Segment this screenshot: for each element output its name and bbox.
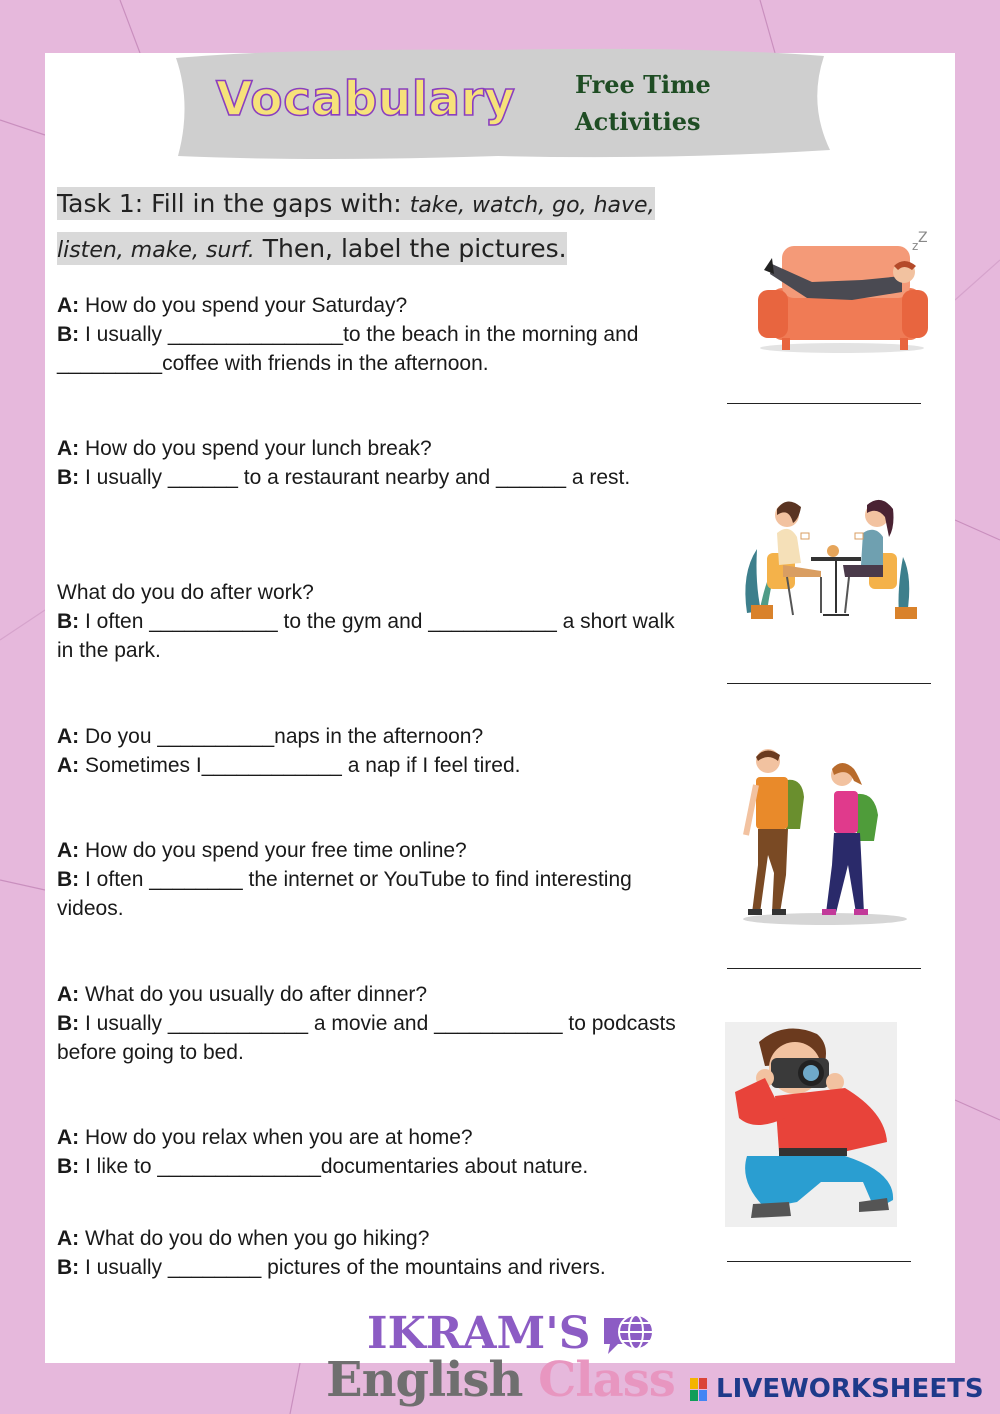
answer-text[interactable]: Sometimes I____________ a nap if I feel tired. — [79, 754, 521, 777]
speaker-label: B: — [57, 1256, 80, 1279]
answer-text[interactable]: I usually ________ pictures of the mountains and rivers. — [79, 1256, 606, 1279]
speaker-label: A: — [57, 437, 80, 460]
task-instructions — [57, 182, 677, 272]
question-text: What do you do after work? — [57, 581, 314, 604]
walking-couple-icon — [740, 745, 910, 927]
dialog-4 — [57, 722, 687, 780]
task-lead: Task 1: Fill in the gaps with: — [57, 189, 410, 218]
answer-text[interactable]: I usually ______ to a restaurant nearby and ______ a rest. — [79, 466, 631, 489]
speaker-label: A: — [57, 1227, 80, 1250]
photographer-icon — [725, 1022, 897, 1227]
dialog-3 — [57, 578, 687, 665]
coffee-friends-icon — [737, 493, 927, 623]
dialog-1 — [57, 291, 687, 378]
question-text: How do you spend your lunch break? — [79, 437, 432, 460]
speaker-label: B: — [57, 1155, 80, 1178]
page-title: Vocabulary — [216, 72, 516, 127]
brand-logo-bottom — [326, 1352, 675, 1408]
speaker-label: A: — [57, 754, 80, 777]
subtitle-line-1: Free Time — [575, 70, 711, 99]
question-text[interactable]: Do you __________naps in the afternoon? — [79, 725, 484, 748]
brand-word-english: English — [326, 1352, 523, 1408]
question-text: What do you usually do after dinner? — [79, 983, 428, 1006]
speaker-label: A: — [57, 725, 80, 748]
dialog-8 — [57, 1224, 687, 1282]
svg-text:z: z — [912, 239, 919, 253]
answer-text[interactable]: I like to ______________documentaries about nature. — [79, 1155, 589, 1178]
subtitle-line-2: Activities — [575, 107, 701, 136]
speaker-label: B: — [57, 1012, 80, 1035]
question-text: How do you spend your Saturday? — [79, 294, 408, 317]
answer-text[interactable]: I usually _______________to the beach in the morning and _________coffee with friends in the afternoon. — [57, 323, 639, 375]
speaker-label: B: — [57, 868, 80, 891]
label-answer-line-1[interactable] — [727, 403, 921, 404]
answer-text[interactable]: I usually ____________ a movie and ___________ to podcasts before going to bed. — [57, 1012, 676, 1064]
label-answer-line-2[interactable] — [727, 683, 931, 684]
page-subtitle — [575, 66, 775, 140]
speaker-label: A: — [57, 294, 80, 317]
question-text: How do you relax when you are at home? — [79, 1126, 473, 1149]
label-answer-line-3[interactable] — [727, 968, 921, 969]
dialog-6 — [57, 980, 687, 1067]
dialog-5 — [57, 836, 687, 923]
speaker-label: B: — [57, 323, 80, 346]
speaker-label: A: — [57, 839, 80, 862]
speaker-label: A: — [57, 1126, 80, 1149]
task-tail: Then, label the pictures. — [254, 234, 567, 263]
answer-text[interactable]: I often ___________ to the gym and ___________ a short walk in the park. — [57, 610, 675, 662]
brand-logo-top: IKRAM'S — [367, 1308, 591, 1359]
speaker-label: A: — [57, 983, 80, 1006]
question-text: What do you do when you go hiking? — [79, 1227, 430, 1250]
speaker-label: B: — [57, 466, 80, 489]
dialog-7 — [57, 1123, 687, 1181]
speaker-label: B: — [57, 610, 80, 633]
liveworksheets-watermark[interactable]: LIVEWORKSHEETS — [716, 1374, 984, 1404]
svg-text:Z: Z — [918, 230, 928, 246]
sleeping-man-icon — [752, 230, 930, 355]
task-words: take, watch, go, have, listen, make, surf. — [57, 193, 655, 263]
brand-word-class: Class — [538, 1352, 675, 1408]
dialog-2 — [57, 434, 687, 492]
label-answer-line-4[interactable] — [727, 1261, 911, 1262]
question-text: How do you spend your free time online? — [79, 839, 467, 862]
answer-text[interactable]: I often ________ the internet or YouTube to find interesting videos. — [57, 868, 632, 920]
